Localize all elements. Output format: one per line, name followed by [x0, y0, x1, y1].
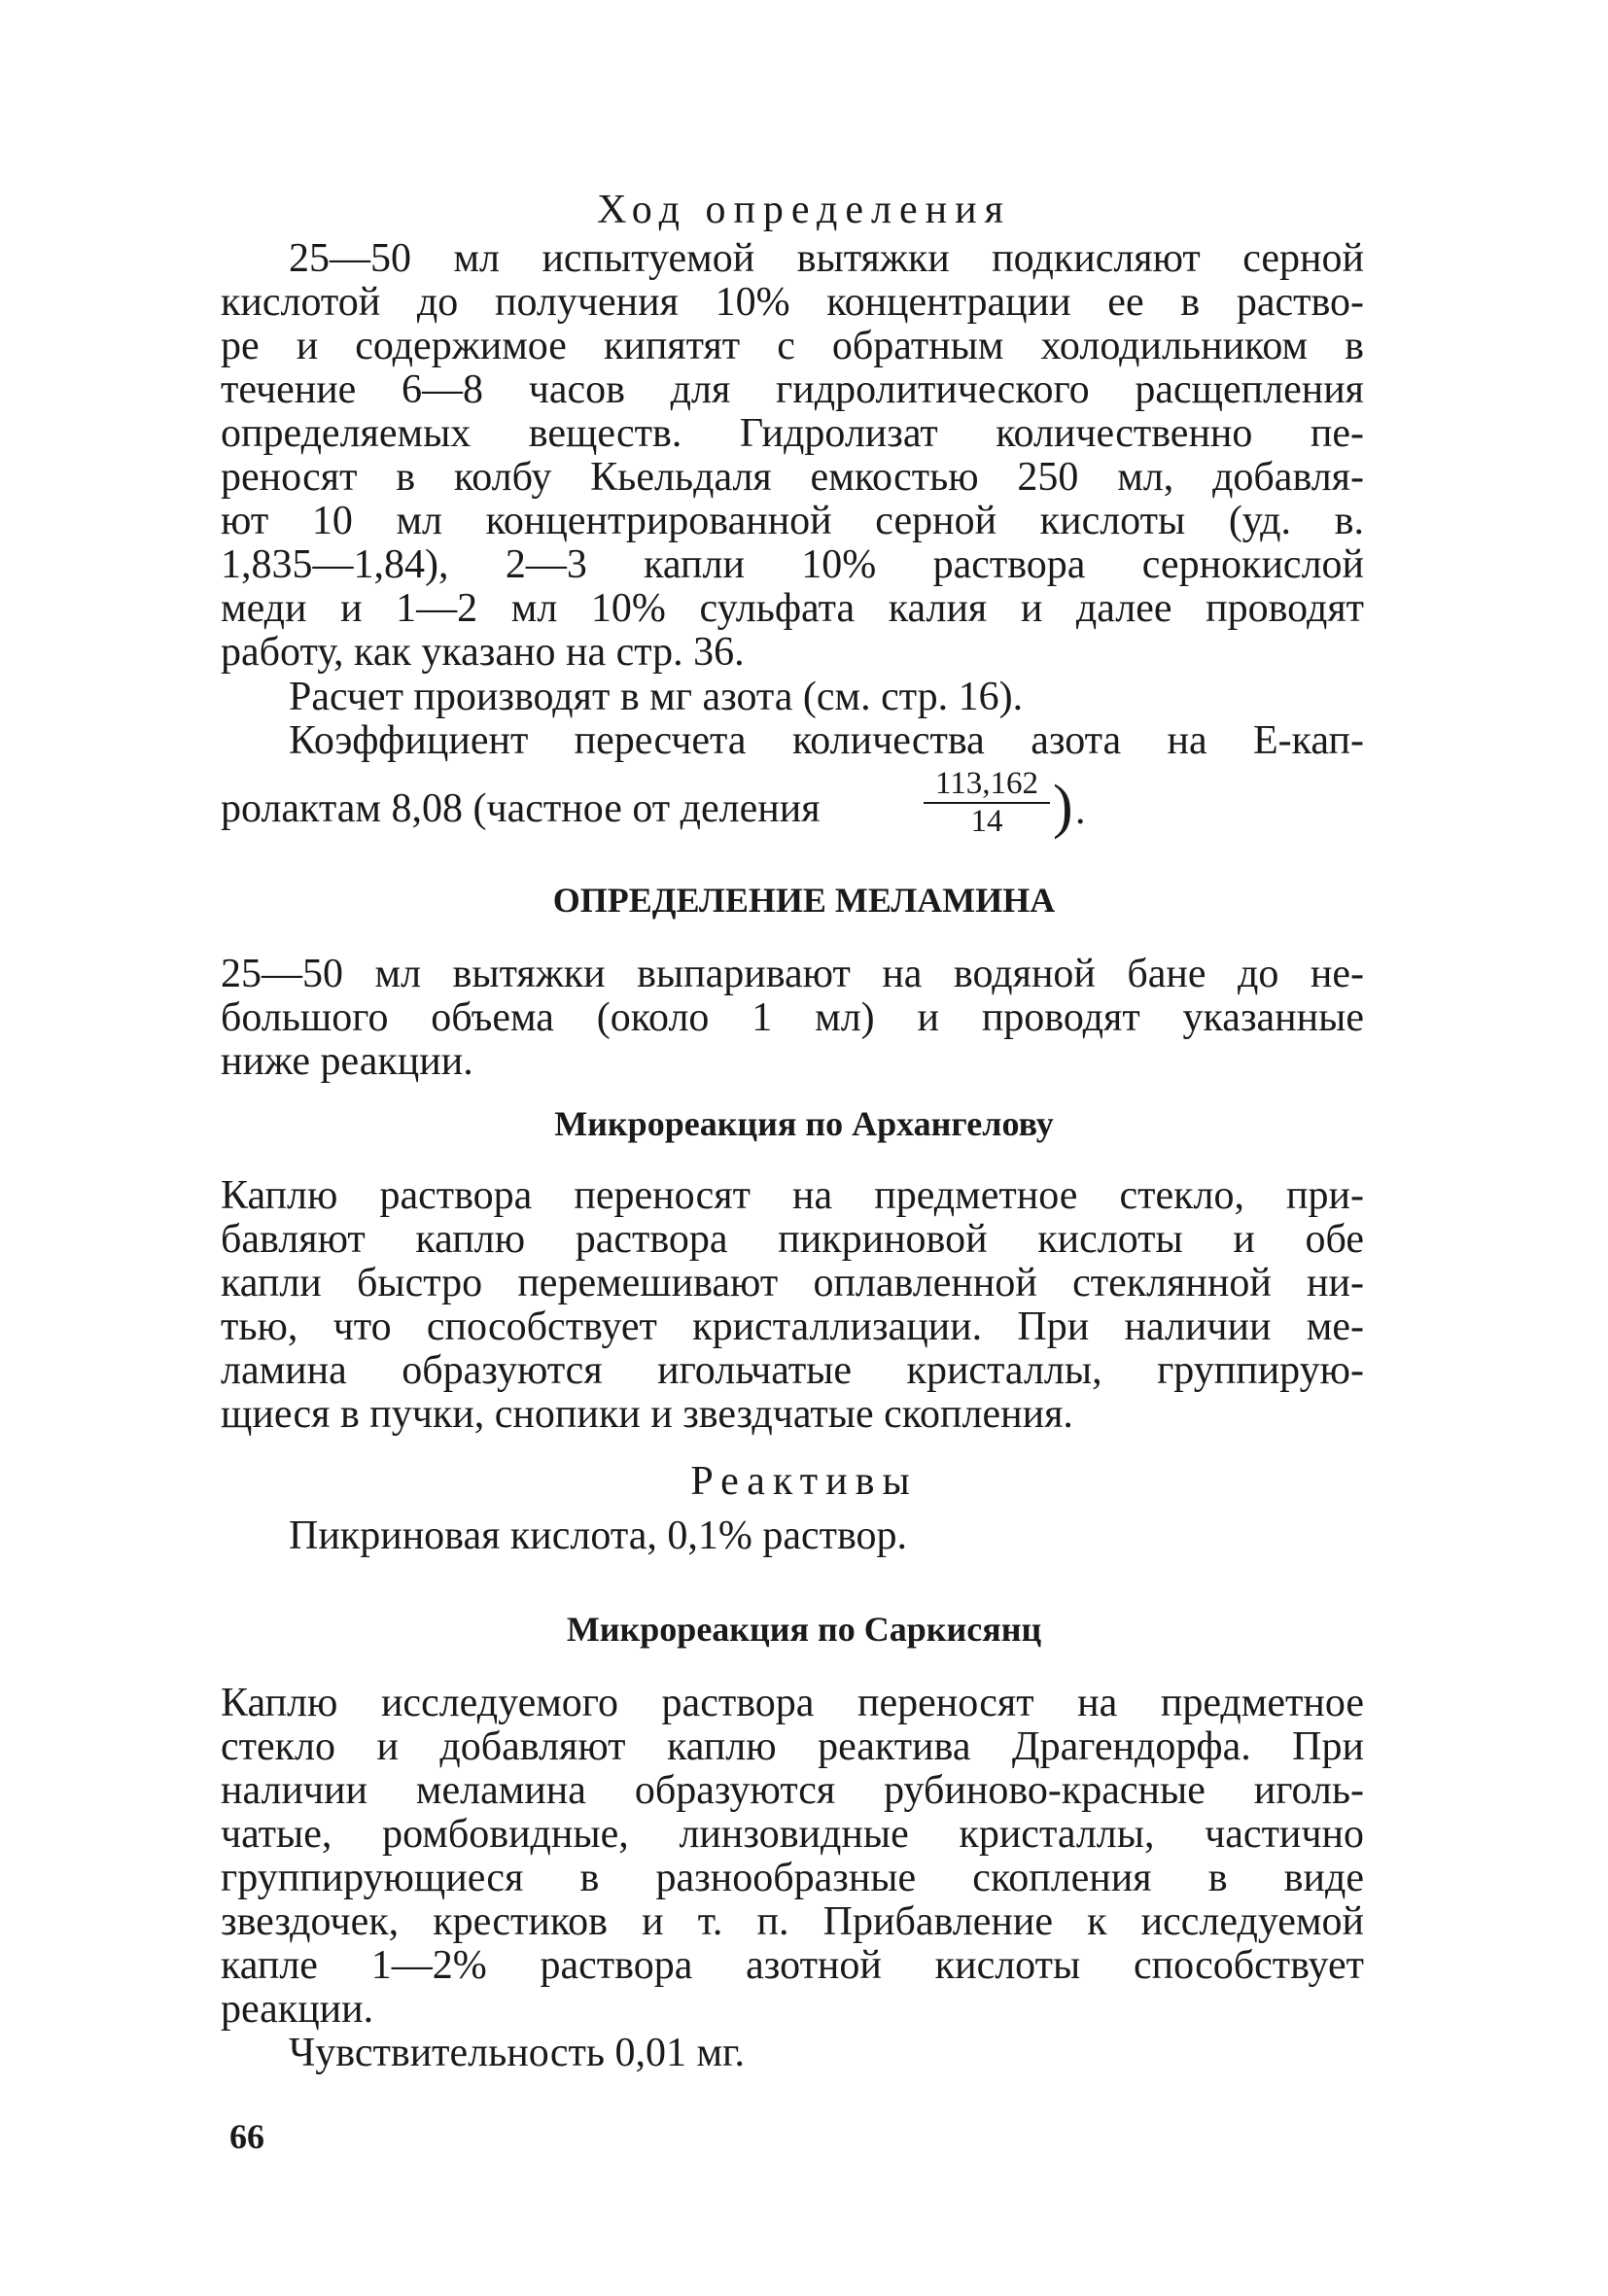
- text-line: кислотой до получения 10% концентрации ее в раство-: [221, 280, 1364, 325]
- text-line: реносят в колбу Кьельдаля емкостью 250 мл, добавля-: [221, 455, 1364, 500]
- paragraph-sensitivity: [221, 2032, 1364, 2075]
- fraction: [924, 768, 1050, 838]
- text-line: звездочек, крестиков и т. п. Прибавление к исследуемой: [221, 1899, 1364, 1944]
- text-line: наличии меламина образуются рубиново-красные иголь-: [221, 1768, 1364, 1813]
- subsection-heading-arkhangelov: Микрореакция по Архангелову: [554, 1104, 1054, 1143]
- text-line: капле 1—2% раствора азотной кислоты способствует: [221, 1943, 1364, 1988]
- text-line: группирующиеся в разнообразные скопления в виде: [221, 1856, 1364, 1900]
- text-line: ре и содержимое кипятят с обратным холодильником в: [221, 324, 1364, 368]
- paragraph-calculation: [221, 676, 1364, 719]
- text-line: Каплю раствора переносят на предметное стекло, при-: [221, 1173, 1364, 1218]
- fraction-numerator: 113,162: [934, 766, 1039, 801]
- text-line: капли быстро перемешивают оплавленной стеклянной ни-: [221, 1261, 1364, 1305]
- paragraph-procedure: [221, 237, 1364, 675]
- paragraph-reagents: [221, 1514, 1364, 1558]
- text-line: определяемых веществ. Гидролизат количественно пе-: [221, 411, 1364, 456]
- text-line: щиеся в пучки, снопики и звездчатые скопления.: [221, 1392, 1073, 1437]
- text-line: Коэффициент пересчета количества азота на Е-кап-: [289, 718, 1364, 763]
- text-line: Расчет производят в мг азота (см. стр. 16).: [289, 675, 1024, 719]
- subheading-reagents: Реактивы: [690, 1459, 918, 1504]
- text-line: стекло и добавляют каплю реактива Драгендорфа. При: [221, 1724, 1364, 1769]
- text-line: работу, как указано на стр. 36.: [221, 630, 745, 675]
- text-line: большого объема (около 1 мл) и проводят указанные: [221, 995, 1364, 1040]
- paragraph-sarkisyants: [221, 1682, 1364, 2032]
- paragraph-coefficient: [221, 719, 1364, 763]
- paragraph-melamine: [221, 953, 1364, 1084]
- text-line: ниже реакции.: [221, 1039, 473, 1084]
- text-line: течение 6—8 часов для гидролитического расщепления: [221, 367, 1364, 412]
- page-number: 66: [229, 2117, 264, 2156]
- section-heading-melamine: ОПРЕДЕЛЕНИЕ МЕЛАМИНА: [552, 881, 1056, 920]
- coefficient-line-2: [221, 787, 821, 831]
- period-mark: .: [1075, 788, 1086, 833]
- subsection-heading-sarkisyants: Микрореакция по Саркисянц: [566, 1610, 1042, 1649]
- text-line: Чувствительность 0,01 мг.: [289, 2031, 746, 2075]
- text-line: ют 10 мл концентрированной серной кислоты (уд. в.: [221, 499, 1364, 543]
- text-line: 25—50 мл вытяжки выпаривают на водяной бане до не-: [221, 952, 1364, 996]
- fraction-denominator: 14: [970, 804, 1003, 839]
- text-line: Каплю исследуемого раствора переносят на предметное: [221, 1681, 1364, 1725]
- text-line: бавляют каплю раствора пикриновой кислоты и обе: [221, 1217, 1364, 1262]
- section-heading-procedure: Ход определения: [597, 188, 1011, 232]
- text-line: меди и 1—2 мл 10% сульфата калия и далее проводят: [221, 586, 1364, 631]
- paragraph-arkhangelov: [221, 1174, 1364, 1437]
- text-line: ролактам 8,08 (частное от деления: [221, 786, 821, 831]
- text-line: ламина образуются игольчатые кристаллы, группирую-: [221, 1348, 1364, 1393]
- text-line: чатые, ромбовидные, линзовидные кристаллы, частично: [221, 1812, 1364, 1857]
- text-line: 1,835—1,84), 2—3 капли 10% раствора сернокислой: [221, 542, 1364, 587]
- text-line: 25—50 мл испытуемой вытяжки подкисляют серной: [289, 236, 1364, 281]
- text-line: тью, что способствует кристаллизации. При наличии ме-: [221, 1305, 1364, 1349]
- text-line: реакции.: [221, 1987, 374, 2032]
- text-line: Пикриновая кислота, 0,1% раствор.: [289, 1513, 908, 1558]
- closing-parenthesis: ): [1053, 774, 1073, 840]
